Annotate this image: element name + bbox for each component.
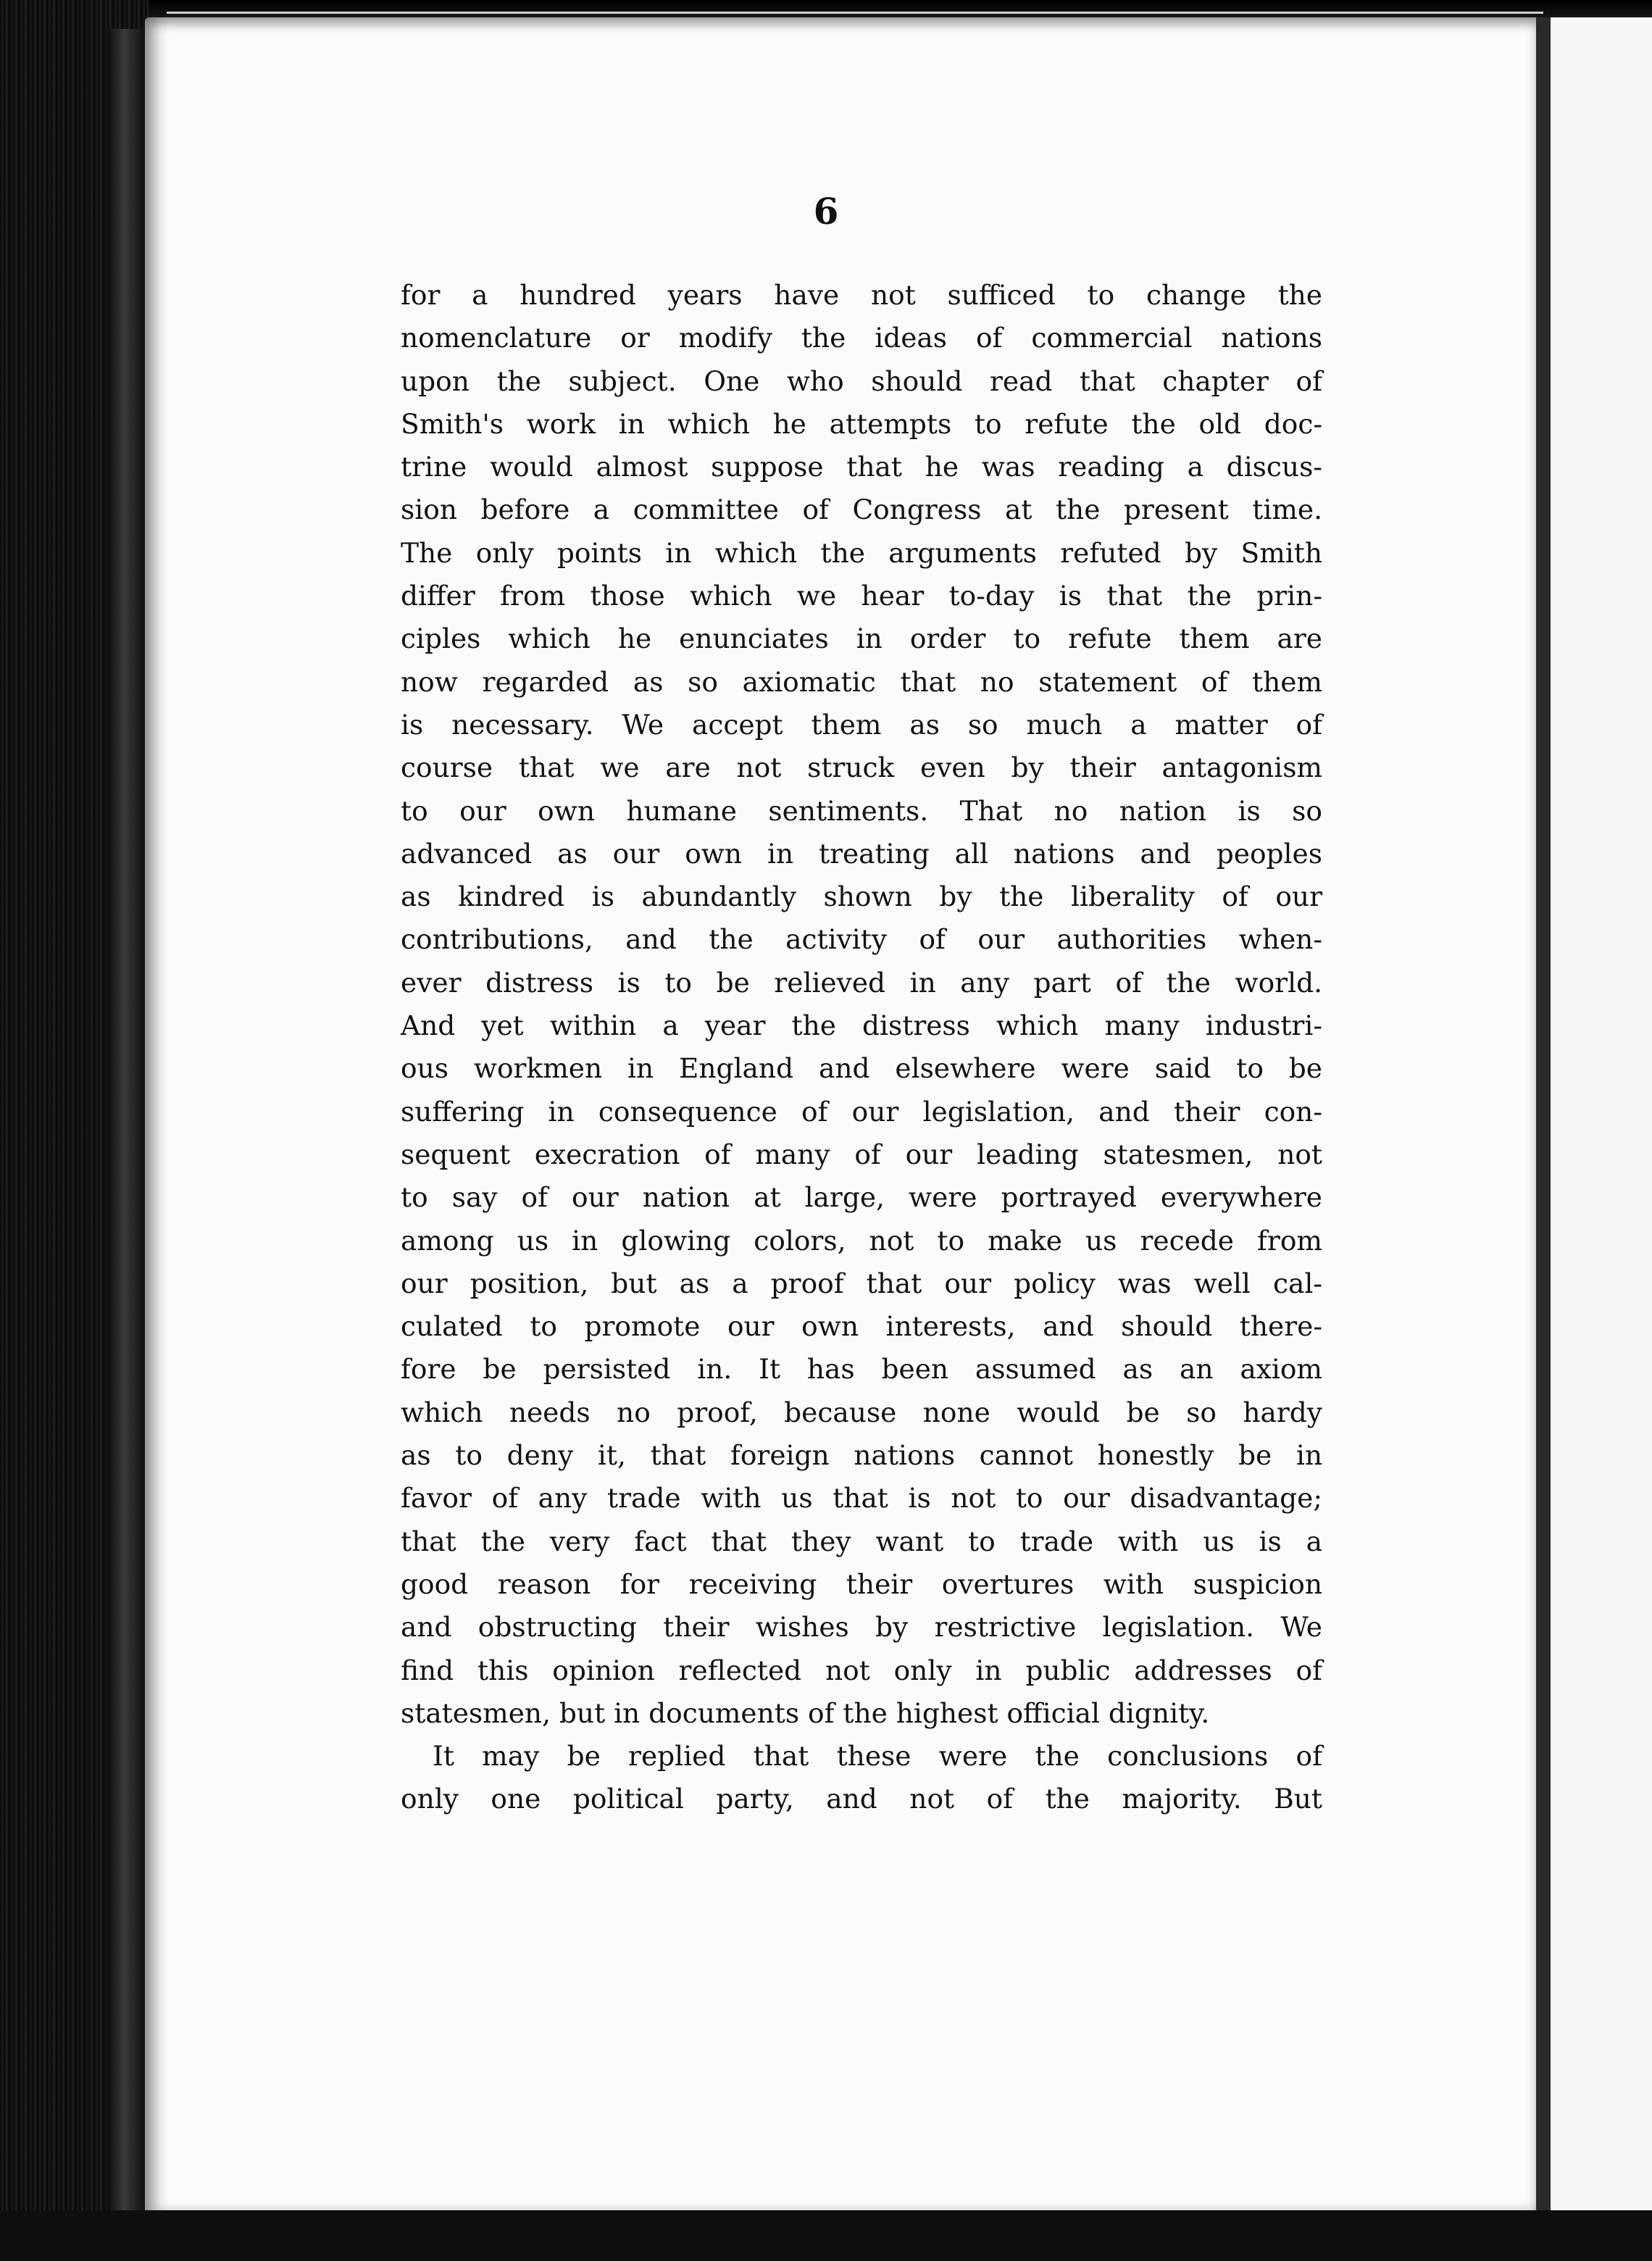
text-line: our position, but as a proof that our policy was well cal- <box>401 1267 1322 1299</box>
text-line: as kindred is abundantly shown by the liberality of our <box>401 880 1322 913</box>
text-line: Smith's work in which he attempts to refute the old doc- <box>401 407 1322 440</box>
text-line: find this opinion reflected not only in public addresses of <box>401 1654 1322 1686</box>
paragraph-last-line: statesmen, but in documents of the highest official dignity. <box>401 1696 1210 1729</box>
text-line: now regarded as so axiomatic that no statement of them <box>401 665 1322 698</box>
text-line: that the very fact that they want to trade with us is a <box>401 1525 1322 1557</box>
text-line: sequent execration of many of our leading statesmen, not <box>401 1138 1322 1170</box>
text-line: And yet within a year the distress which many industri- <box>401 1009 1322 1042</box>
text-line: to our own humane sentiments. That no nation is so <box>401 794 1322 827</box>
text-line: ciples which he enunciates in order to refute them are <box>401 622 1322 655</box>
facing-page-edge <box>1551 17 1652 2213</box>
paragraph-first-line: It may be replied that these were the conclusions of <box>433 1740 1322 1773</box>
scan-bottom-border <box>0 2210 1652 2261</box>
text-line: differ from those which we hear to-day is that the prin- <box>401 580 1322 612</box>
text-line: culated to promote our own interests, and should there- <box>401 1310 1322 1343</box>
text-line: for a hundred years have not sufficed to change the <box>401 279 1322 311</box>
page-edge-shadow <box>109 29 143 2218</box>
text-line: fore be persisted in. It has been assumed as an axiom <box>401 1353 1322 1386</box>
text-line: ous workmen in England and elsewhere were said to be <box>401 1052 1322 1085</box>
text-line: which needs no proof, because none would be so hardy <box>401 1396 1322 1428</box>
page-number: 6 <box>813 190 839 233</box>
text-line: to say of our nation at large, were portrayed everywhere <box>401 1181 1322 1214</box>
text-line: good reason for receiving their overtures with suspicion <box>401 1567 1322 1600</box>
text-line: suffering in consequence of our legislation, and their con- <box>401 1095 1322 1128</box>
text-line: as to deny it, that foreign nations cannot honestly be in <box>401 1439 1322 1472</box>
text-line: upon the subject. One who should read that chapter of <box>401 365 1322 397</box>
text-line: course that we are not struck even by their antagonism <box>401 751 1322 784</box>
text-line: among us in glowing colors, not to make us recede from <box>401 1224 1322 1257</box>
page-gutter-divider <box>1536 17 1551 2213</box>
text-line: is necessary. We accept them as so much a matter of <box>401 708 1322 741</box>
text-line: only one political party, and not of the majority. But <box>401 1783 1322 1815</box>
text-line: advanced as our own in treating all nations and peoples <box>401 837 1322 870</box>
scan-top-rule <box>167 12 1543 14</box>
text-line: ever distress is to be relieved in any part of the world. <box>401 966 1322 999</box>
text-line: The only points in which the arguments refuted by Smith <box>401 536 1322 569</box>
text-line: favor of any trade with us that is not to our disadvantage; <box>401 1482 1322 1515</box>
text-line: and obstructing their wishes by restrictive legislation. We <box>401 1611 1322 1644</box>
text-line: contributions, and the activity of our authorities when- <box>401 923 1322 956</box>
text-line: trine would almost suppose that he was reading a discus- <box>401 451 1322 483</box>
text-line: nomenclature or modify the ideas of commercial nations <box>401 322 1322 354</box>
body-text <box>401 274 1322 1821</box>
text-line: sion before a committee of Congress at the present time. <box>401 494 1322 526</box>
